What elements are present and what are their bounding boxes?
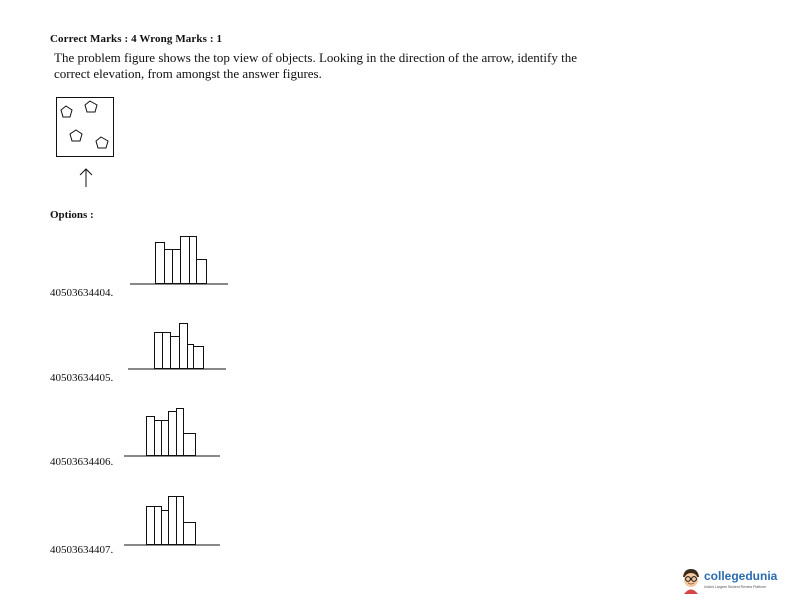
question-text: The problem figure shows the top view of objects. Looking in the direction of the arrow, identify the correct elevation, from amongst the answer figures. [54,50,577,81]
option-id-2: 40503634405. [50,372,114,384]
arrow-up-icon [76,166,96,188]
option-figure-3 [124,406,224,460]
options-label: Options : [50,209,94,221]
logo-name: collegedunia [704,569,778,583]
collegedunia-logo [680,565,788,597]
logo-tagline: India's Largest Student Review Platform [704,585,767,589]
option-figure-1 [130,233,230,285]
mascot-icon [680,567,702,595]
option-figure-2 [128,320,228,372]
option-id-4: 40503634407. [50,544,114,556]
marks-info: Correct Marks : 4 Wrong Marks : 1 [50,33,223,45]
option-id-3: 40503634406. [50,456,114,468]
option-id-1: 40503634404. [50,287,114,299]
problem-figure-top-view [56,97,114,157]
option-figure-4 [124,492,224,548]
